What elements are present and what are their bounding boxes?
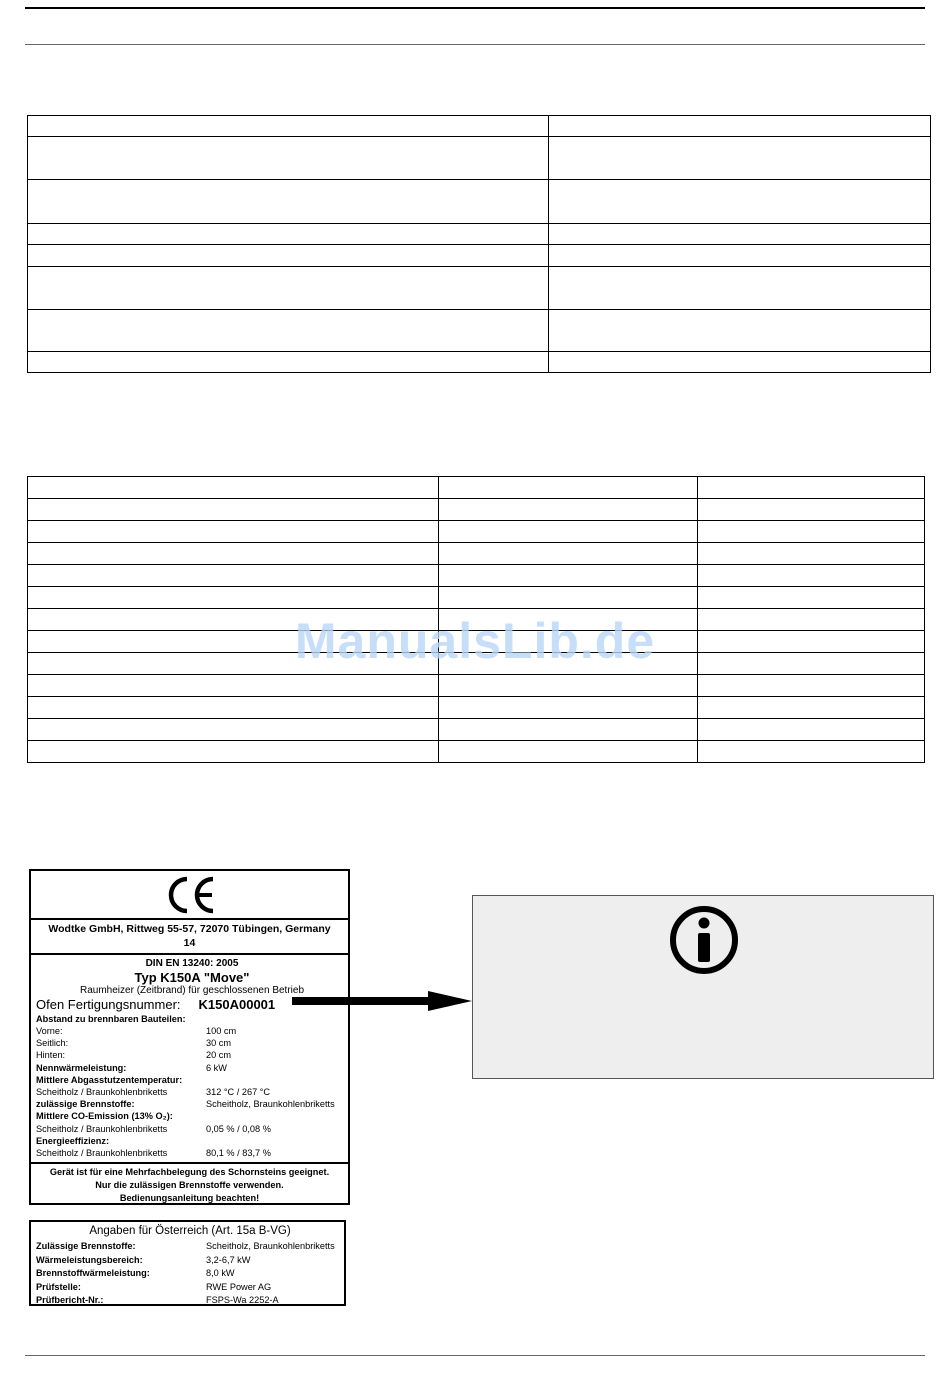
spec-label: Seitlich: <box>36 1038 69 1049</box>
table-row <box>28 719 925 741</box>
spec-label: Scheitholz / Braunkohlenbriketts <box>36 1087 168 1098</box>
spec-value: 6 kW <box>206 1062 227 1073</box>
manufacturer-section <box>31 920 348 955</box>
description: Raumheizer (Zeitbrand) für geschlossenen Betrieb <box>80 985 304 996</box>
spec-row <box>36 1267 344 1281</box>
header-rule <box>25 44 925 45</box>
spec-value: Scheitholz, Braunkohlenbriketts <box>206 1099 335 1110</box>
spec-label: Wärmeleistungsbereich: <box>36 1254 143 1265</box>
table-row <box>28 697 925 719</box>
standard: DIN EN 13240: 2005 <box>145 958 239 969</box>
table-row <box>28 352 931 373</box>
spec-row <box>36 1294 344 1308</box>
ce-mark-section <box>31 871 348 920</box>
spec-value: 100 cm <box>206 1026 237 1036</box>
table-row <box>28 587 925 609</box>
spec-row <box>36 1074 348 1086</box>
spec-value <box>206 1074 348 1086</box>
arrow-shaft <box>292 997 432 1005</box>
austria-plate <box>29 1220 346 1306</box>
footer-line: Nur die zulässigen Brennstoffe verwenden. <box>95 1180 284 1191</box>
spec-label: Mittlere CO-Emission (13% O₂): <box>36 1111 173 1122</box>
austria-title: Angaben für Österreich (Art. 15a B-VG) <box>89 1225 291 1237</box>
table-row <box>28 741 925 763</box>
footer-rule <box>25 1355 925 1356</box>
watermark: ManualsLib.de <box>294 613 656 669</box>
spec-label: zulässige Brennstoffe: <box>36 1099 135 1110</box>
arrow-head-icon <box>428 991 472 1011</box>
spec-label: Prüfbericht-Nr.: <box>36 1295 104 1305</box>
spec-label: Nennwärmeleistung: <box>36 1062 127 1073</box>
table-row <box>28 224 931 245</box>
table-1 <box>27 115 931 373</box>
type-plate <box>29 869 350 1205</box>
spec-row <box>36 1062 348 1074</box>
serial-value: K150A00001 <box>198 997 276 1012</box>
spec-row <box>36 1049 348 1061</box>
spec-value: 0,05 % / 0,08 % <box>206 1123 271 1134</box>
distance-heading: Abstand zu brennbaren Bauteilen: <box>36 1014 186 1024</box>
table-row <box>28 675 925 697</box>
spec-label: Prüfstelle: <box>36 1281 81 1292</box>
info-icon <box>668 904 740 976</box>
manufacturer: Wodtke GmbH, Rittweg 55-57, 72070 Tübingen, Germany <box>48 923 331 935</box>
spec-row <box>36 1240 344 1254</box>
table-row <box>28 477 925 499</box>
type-name: Typ K150A "Move" <box>134 970 250 985</box>
spec-value: 80,1 % / 83,7 % <box>206 1148 271 1159</box>
spec-value: RWE Power AG <box>206 1281 272 1292</box>
ce-mark-icon <box>163 875 217 915</box>
spec-label: Energieeffizienz: <box>36 1135 110 1146</box>
table-row <box>28 245 931 267</box>
spec-value: 312 °C / 267 °C <box>206 1087 271 1098</box>
footer-line: Gerät ist für eine Mehrfachbelegung des Schornsteins geeignet. <box>49 1167 330 1178</box>
spec-label: Scheitholz / Braunkohlenbriketts <box>36 1123 168 1134</box>
serial-label: Ofen Fertigungsnummer: <box>36 997 181 1012</box>
austria-rows <box>36 1240 344 1308</box>
spec-label: Brennstoffwärmeleistung: <box>36 1268 150 1278</box>
table-row <box>28 116 931 137</box>
spec-row <box>36 1254 344 1268</box>
spec-row <box>36 1110 348 1122</box>
spec-value: 20 cm <box>206 1050 232 1061</box>
table-row <box>28 521 925 543</box>
table-row <box>28 137 931 180</box>
spec-row <box>36 1037 348 1049</box>
spec-label: Scheitholz / Braunkohlenbriketts <box>36 1148 168 1159</box>
table-row <box>28 565 925 587</box>
spec-row <box>36 1098 348 1110</box>
spec-row <box>36 1123 348 1135</box>
spec-row <box>36 1086 348 1098</box>
spec-value: Scheitholz, Braunkohlenbriketts <box>206 1241 335 1251</box>
table-row <box>28 543 925 565</box>
spec-row <box>36 1135 348 1147</box>
year: 14 <box>183 937 196 949</box>
spec-label: Mittlere Abgasstutzentemperatur: <box>36 1074 183 1085</box>
spec-row <box>36 1281 344 1295</box>
spec-label: Hinten: <box>36 1050 66 1061</box>
data-section <box>31 955 348 1164</box>
plate-rows <box>36 1025 348 1159</box>
table-row <box>28 267 931 310</box>
spec-row <box>36 1147 348 1159</box>
table-row <box>28 499 925 521</box>
footer-line: Bedienungsanleitung beachten! <box>119 1193 260 1204</box>
table-row <box>28 310 931 352</box>
spec-value: 8,0 kW <box>206 1268 235 1278</box>
spec-value <box>206 1110 348 1122</box>
spec-label: Zulässige Brennstoffe: <box>36 1241 136 1251</box>
table-row <box>28 180 931 224</box>
top-rule <box>25 7 925 9</box>
spec-value: 3,2-6,7 kW <box>206 1254 251 1265</box>
spec-value: FSPS-Wa 2252-A <box>206 1295 279 1305</box>
footer-section <box>31 1164 348 1207</box>
spec-row <box>36 1025 348 1037</box>
info-box <box>472 895 934 1079</box>
spec-label: Vorne: <box>36 1026 63 1036</box>
spec-value: 30 cm <box>206 1038 232 1049</box>
spec-value <box>206 1135 348 1147</box>
